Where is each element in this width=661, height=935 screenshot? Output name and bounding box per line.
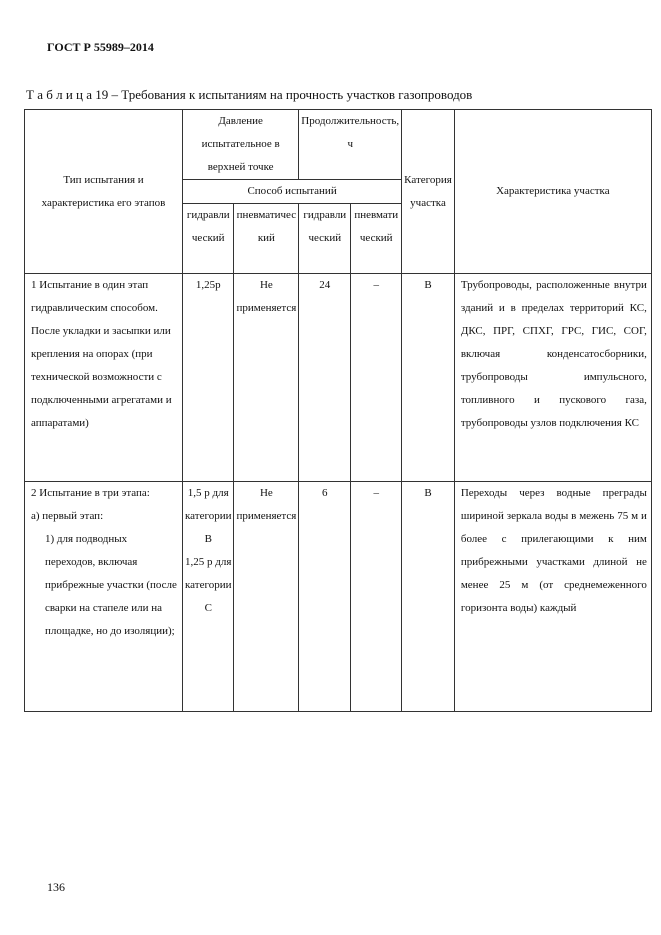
page-number: 136 (47, 880, 65, 894)
row2-duration-pneumatic: – (351, 482, 402, 712)
row2-category: В (402, 482, 455, 712)
row1-duration-hydraulic: 24 (299, 274, 351, 482)
row2-type-detail: 1) для подводных переходов, включая прибрежные участки (после сварки на стапеле или на площадке, но до изоляции); (45, 533, 177, 637)
row2-pressure-a: 1,5 p для категории В (185, 487, 232, 545)
header-duration-pneumatic: пневматический (351, 204, 402, 274)
row2-type-title: 2 Испытание в три этапа: (31, 487, 150, 499)
row2-pressure-hydraulic (183, 482, 234, 712)
header-pressure-hydraulic: гидравлический (183, 204, 234, 274)
row2-characteristic: Переходы через водные преграды шириной зеркала воды в межень 75 м и более с прилегающими к ним прибрежными участками длиной не менее 25 м (от среднемеженного горизонта воды) каждый (454, 482, 651, 712)
header-category: Категория участка (402, 110, 455, 274)
row1-pressure-pneumatic: Не применяется (234, 274, 299, 482)
requirements-table (24, 109, 652, 712)
row1-duration-pneumatic: – (351, 274, 402, 482)
row1-characteristic: Трубопроводы, расположенные внутри зданий и в пределах территорий КС, ДКС, ПРГ, СПХГ, ГРС, ГИС, СОГ, включая конденсатосборники, трубопроводы импульсного, топливного и пускового газа, трубопроводы узлов подключения КС (454, 274, 651, 482)
row2-pressure-b: 1,25 p для категории С (185, 556, 232, 614)
row2-test-type (25, 482, 183, 712)
header-duration-hydraulic: гидравлический (299, 204, 351, 274)
row1-category: В (402, 274, 455, 482)
table-row (25, 482, 652, 712)
header-pressure: Давление испытательное в верхней точке (183, 110, 299, 180)
row2-pressure-pneumatic: Не применяется (234, 482, 299, 712)
row2-type-stage: а) первый этап: (31, 510, 104, 522)
document-header: ГОСТ Р 55989–2014 (47, 40, 154, 54)
header-pressure-pneumatic: пневматический (234, 204, 299, 274)
header-characteristic: Характеристика участка (454, 110, 651, 274)
header-method: Способ испытаний (183, 180, 402, 204)
row1-pressure-hydraulic: 1,25p (183, 274, 234, 482)
row2-duration-hydraulic: 6 (299, 482, 351, 712)
header-test-type: Тип испытания и характеристика его этапов (25, 110, 183, 274)
row1-test-type: 1 Испытание в один этап гидравлическим способом. После укладки и засыпки или крепления на опорах (при технической возможности с подключенными агрегатами и аппаратами) (25, 274, 183, 482)
table-caption: Т а б л и ц а 19 – Требования к испытаниям на прочность участков газопроводов (26, 87, 473, 102)
header-duration: Продолжительность, ч (299, 110, 402, 180)
table-row (25, 274, 652, 482)
